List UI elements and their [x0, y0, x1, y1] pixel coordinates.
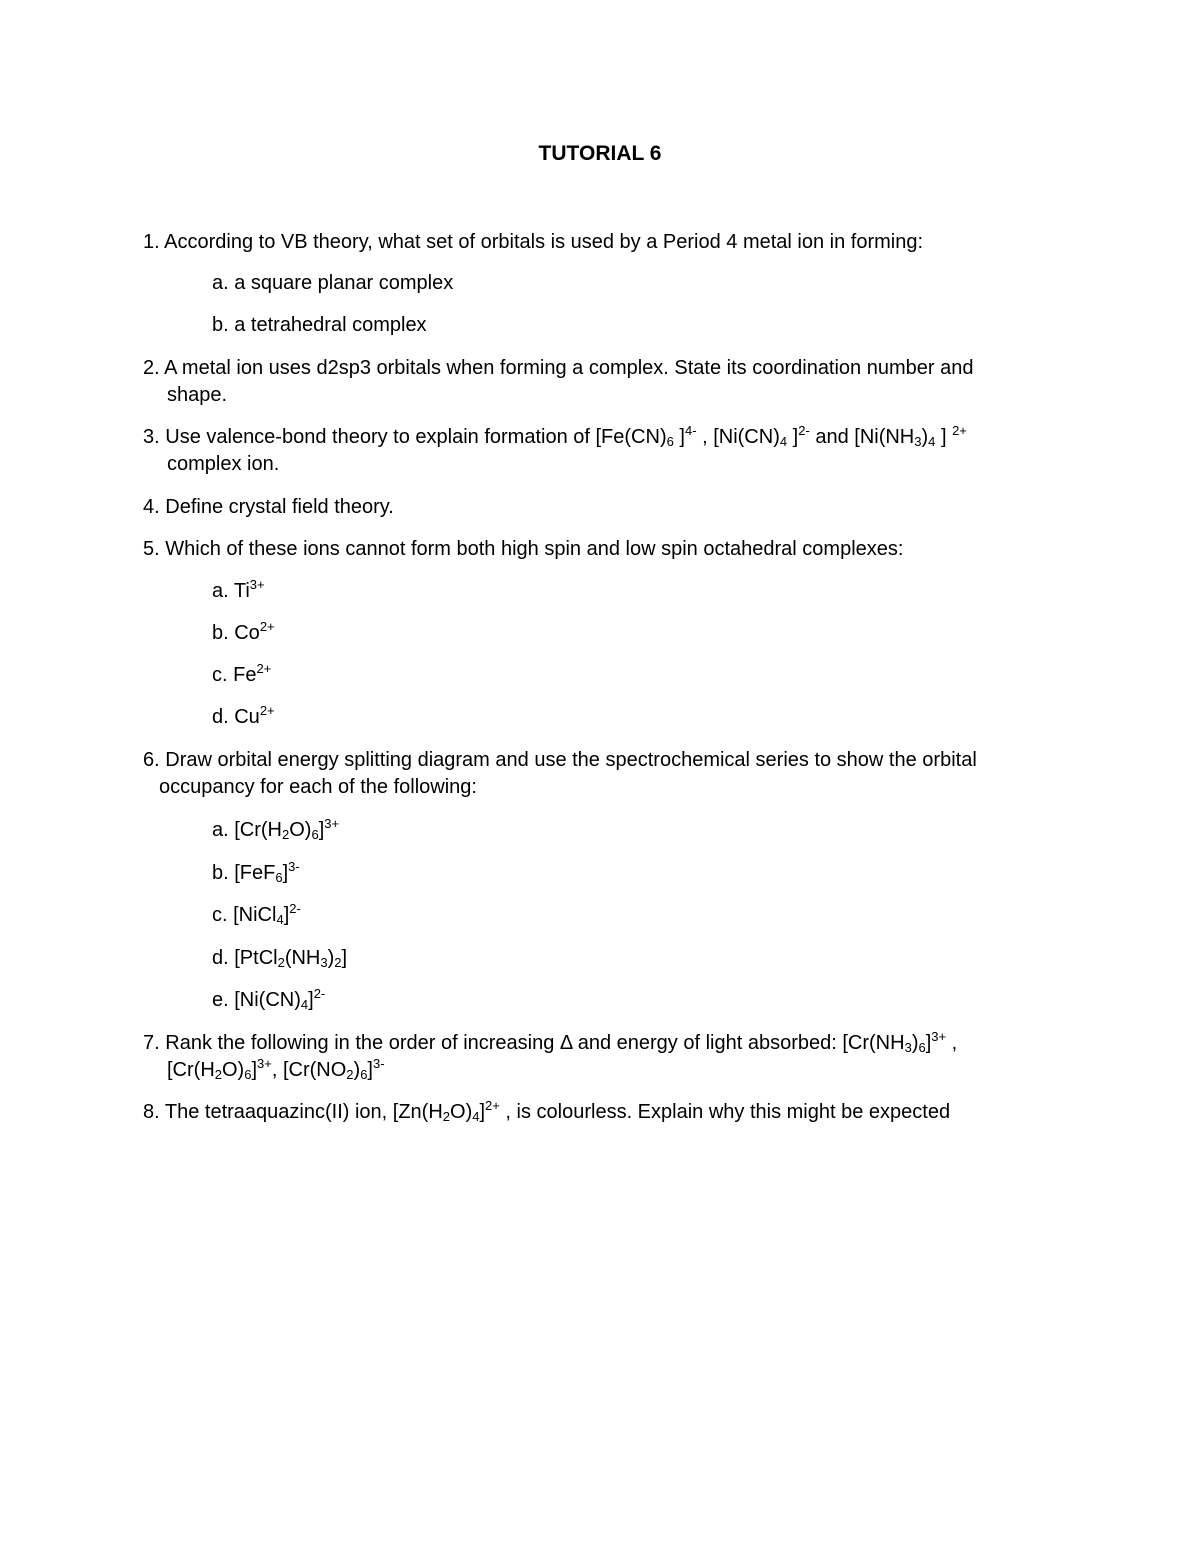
- option-6b: b. $[FeF_6]^{3-}$: [212, 859, 300, 885]
- question-number: 2.: [143, 357, 160, 379]
- question-number: 5.: [143, 538, 160, 560]
- page-title: TUTORIAL 6: [538, 142, 662, 165]
- question-text: The tetraaquazinc(II) ion, $[Zn(H_2O)_4]^{2+}$ , is colourless. Explain why this might be expected: [164, 1098, 951, 1124]
- question-number: 6.: [143, 749, 160, 771]
- question-text: A metal ion uses d2sp3 orbitals when forming a complex. State its coordination number and: [164, 357, 974, 379]
- question-text-continued: occupancy for each of the following:: [159, 776, 477, 798]
- question-number: 3.: [143, 426, 160, 448]
- option-6d: d. $[PtCl_2(NH_3)_2]$: [212, 947, 348, 970]
- option-5c: c. $Fe^{2+}$: [212, 661, 272, 686]
- question-number: 1.: [143, 231, 160, 253]
- question-text-continued: shape.: [167, 384, 228, 406]
- question-number: 8.: [143, 1101, 160, 1123]
- question-text: According to VB theory, what set of orbitals is used by a Period 4 metal ion in forming:: [164, 231, 924, 253]
- question-7: [143, 1030, 1053, 1084]
- option-5a: a. $Ti^{3+}$: [212, 577, 265, 602]
- question-3: [143, 424, 1053, 478]
- question-6: [143, 747, 1053, 801]
- option-6a: a. $[Cr(H_2O)_6]^{3+}$: [212, 816, 340, 842]
- question-number: 4.: [143, 496, 160, 518]
- option-6c: c. [NiCl$_4$]$^{2-}$: [212, 901, 301, 927]
- question-8: [143, 1099, 1053, 1126]
- question-text: Which of these ions cannot form both high spin and low spin octahedral complexes:: [165, 538, 904, 560]
- question-text-continued: complex ion.: [167, 453, 280, 475]
- question-text: Rank the following in the order of increasing Δ and energy of light absorbed: $[Cr(NH_3)_6]^{3+}$ ,: [165, 1029, 958, 1055]
- option-1a: a. a square planar complex: [212, 272, 454, 294]
- option-6e: e. $[Ni(CN)_4]^{2-}$: [212, 986, 326, 1012]
- question-number: 7.: [143, 1032, 160, 1054]
- question-text: Use valence-bond theory to explain formation of [$Fe(CN)_6$ ]$^{4-}$ , [$Ni(CN)_4$ ]$^{2-}$ and [$Ni(NH_3)_4$ ] $^{2+}$: [165, 423, 967, 449]
- question-4: [143, 494, 1053, 521]
- option-5d: d. $Cu^{2+}$: [212, 703, 275, 728]
- option-1b: b. a tetrahedral complex: [212, 314, 427, 336]
- question-1: [143, 229, 1053, 256]
- question-text-continued: $[Cr(H_2O)_6]^{3+}$, $[Cr(NO_2)_6]^{3-}$: [167, 1056, 385, 1082]
- question-text: Define crystal field theory.: [165, 496, 394, 518]
- question-text: Draw orbital energy splitting diagram and use the spectrochemical series to show the orbital: [165, 749, 977, 771]
- question-5: [143, 536, 1053, 563]
- question-2: [143, 355, 1053, 409]
- option-5b: b. $Co^{2+}$: [212, 619, 275, 644]
